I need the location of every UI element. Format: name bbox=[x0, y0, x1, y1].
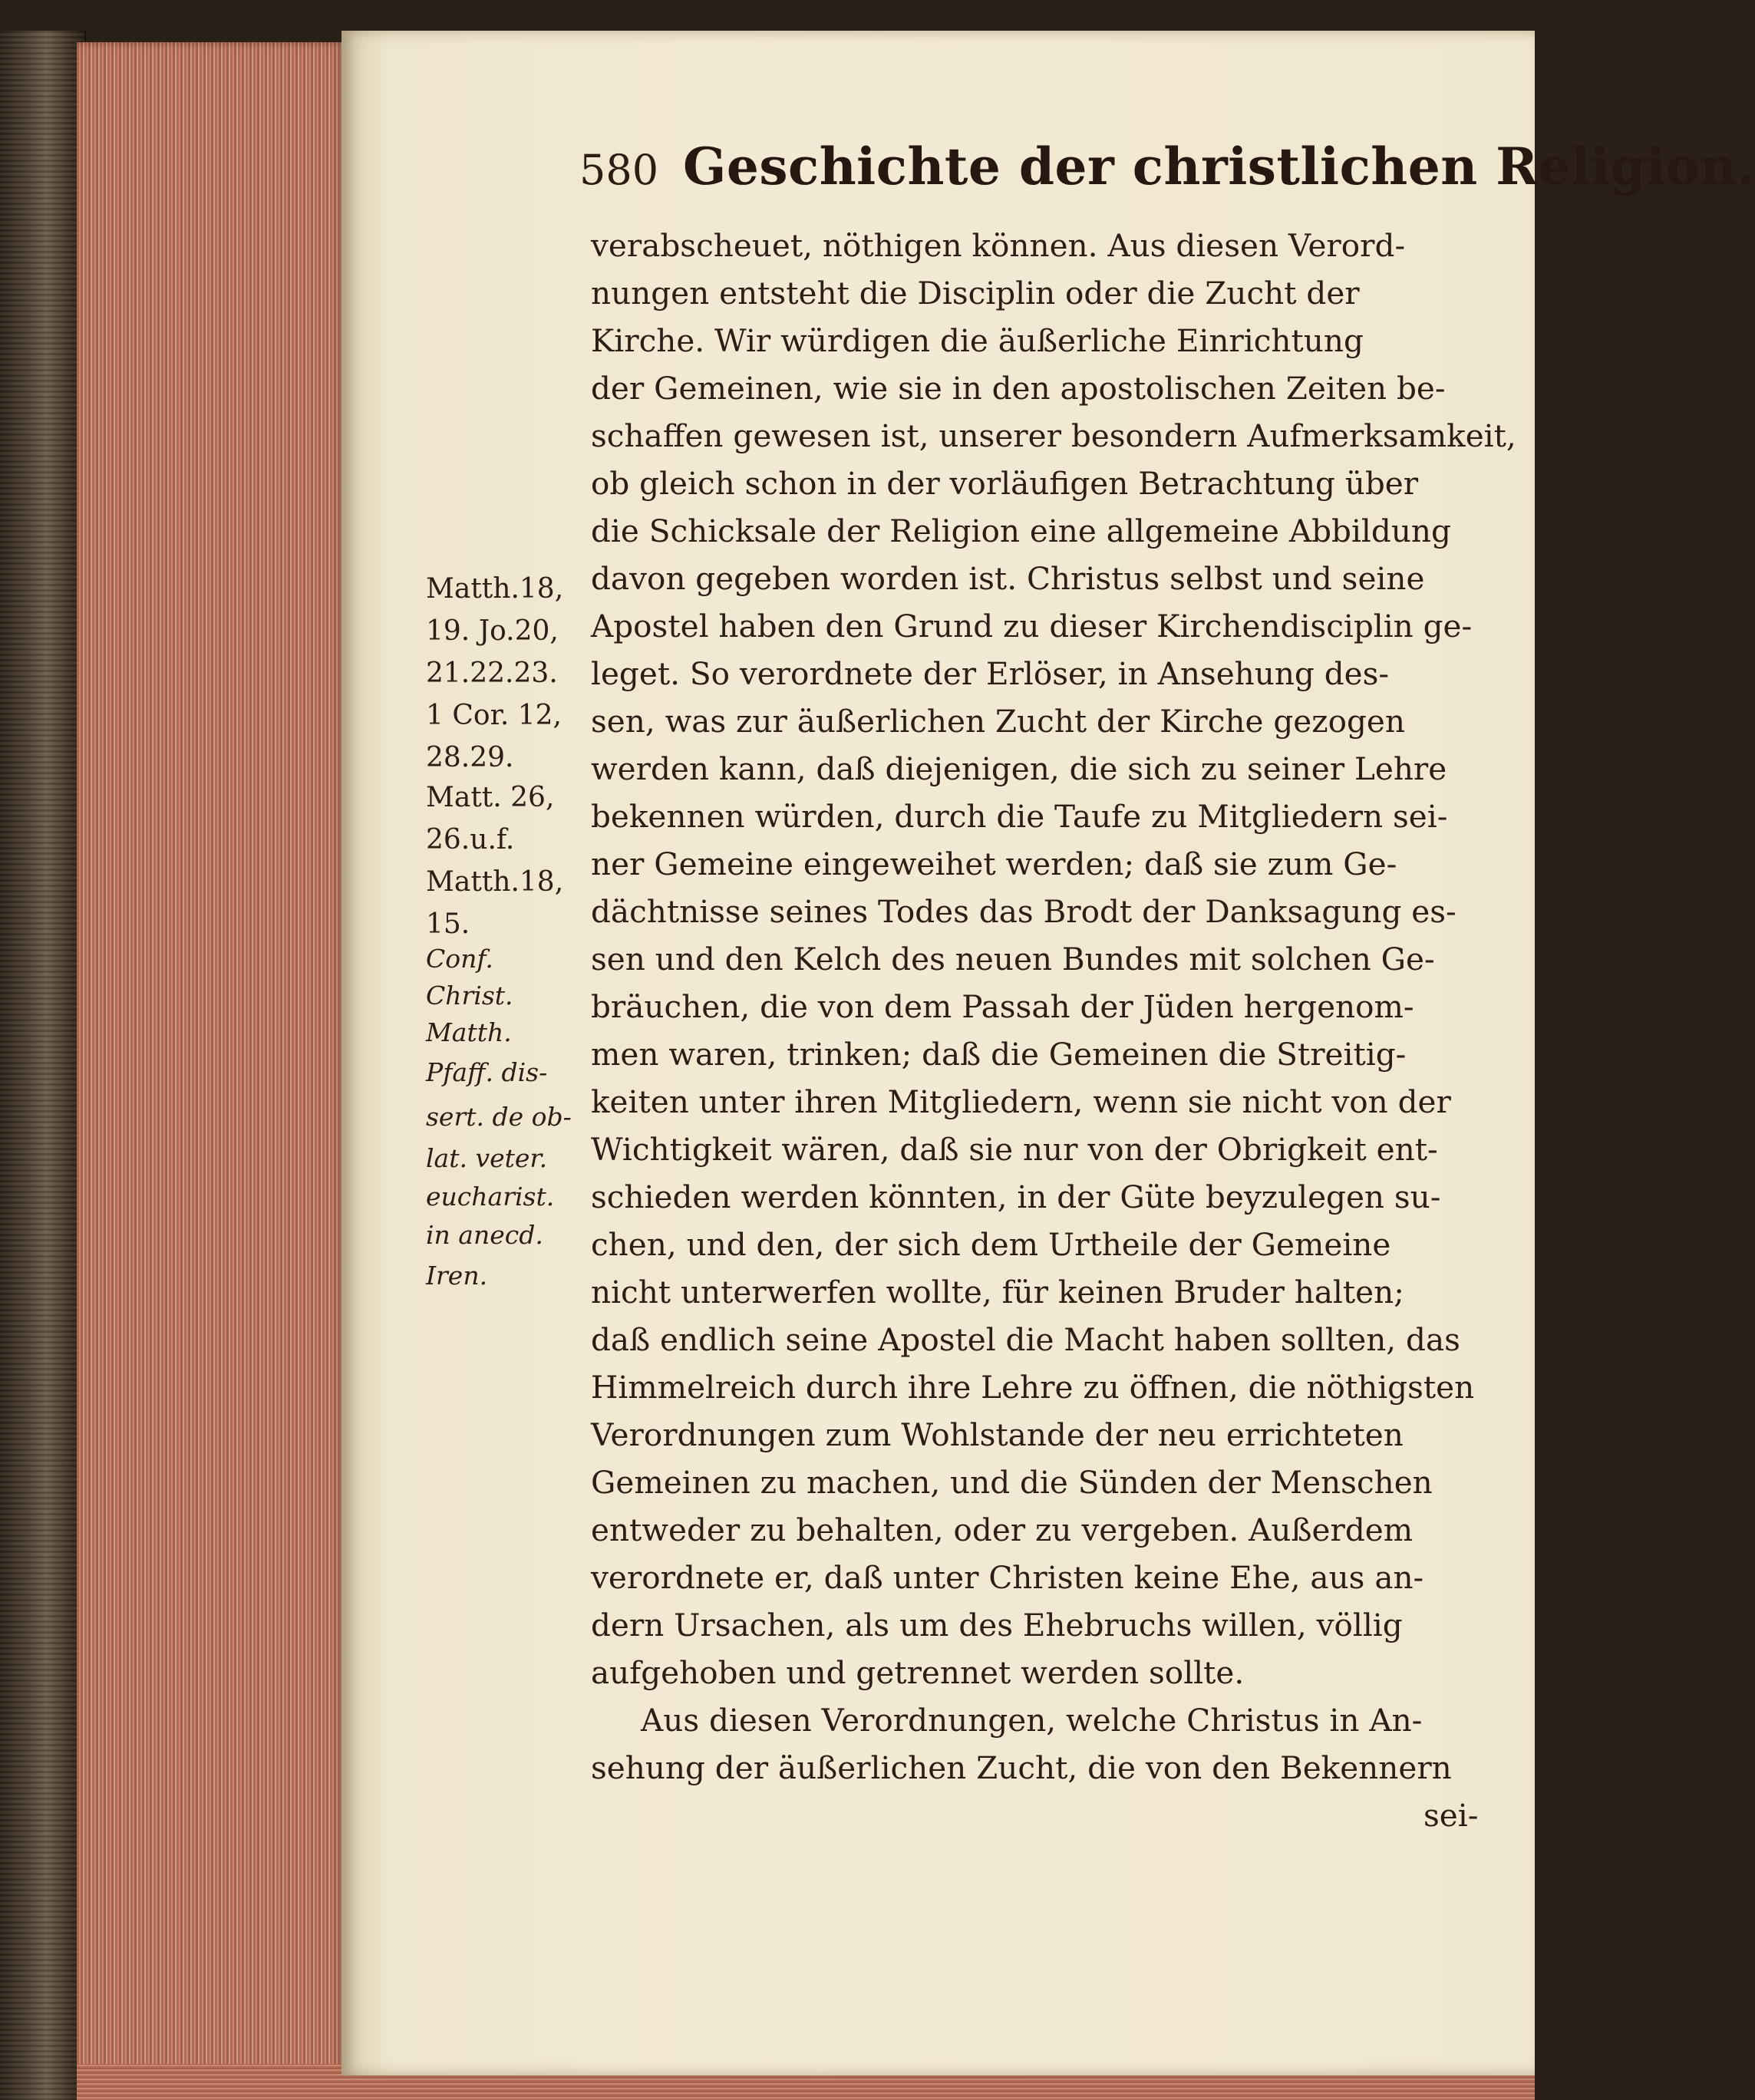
text-line: werden kann, daß diejenigen, die sich zu seiner Lehre bbox=[591, 750, 1447, 787]
margin-note: in anecd. bbox=[426, 1220, 543, 1250]
text-line: schaffen gewesen ist, unserer besondern Aufmerksamkeit, bbox=[591, 417, 1516, 454]
text-line: die Schicksale der Religion eine allgemeine Abbildung bbox=[591, 513, 1451, 549]
text-line: chen, und den, der sich dem Urtheile der Gemeine bbox=[591, 1226, 1391, 1263]
text-line: leget. So verordnete der Erlöser, in Ansehung des- bbox=[591, 655, 1390, 692]
text-line: aufgehoben und getrennet werden sollte. bbox=[591, 1654, 1245, 1691]
book-spine bbox=[0, 31, 86, 2100]
page-number: 580 bbox=[579, 146, 659, 194]
text-line: ob gleich schon in der vorläufigen Betrachtung über bbox=[591, 465, 1419, 502]
margin-note: Matth.18, bbox=[426, 573, 564, 605]
margin-note: Matt. 26, bbox=[426, 782, 555, 813]
text-line: verordnete er, daß unter Christen keine Ehe, aus an- bbox=[591, 1559, 1424, 1596]
margin-note: Conf. bbox=[426, 944, 493, 974]
margin-note: lat. veter. bbox=[426, 1143, 548, 1173]
margin-note: 28.29. bbox=[426, 742, 514, 773]
text-line: dächtnisse seines Todes das Brodt der Danksagung es- bbox=[591, 893, 1456, 930]
text-line: daß endlich seine Apostel die Macht haben sollten, das bbox=[591, 1321, 1460, 1358]
text-line: verabscheuet, nöthigen können. Aus diesen Verord- bbox=[591, 227, 1406, 264]
margin-note: eucharist. bbox=[426, 1182, 555, 1212]
text-line: Kirche. Wir würdigen die äußerliche Einrichtung bbox=[591, 322, 1364, 359]
text-line: Verordnungen zum Wohlstande der neu errichteten bbox=[591, 1416, 1404, 1453]
text-line: sehung der äußerlichen Zucht, die von den Bekennern bbox=[591, 1749, 1452, 1786]
text-line: ner Gemeine eingeweihet werden; daß sie zum Ge- bbox=[591, 846, 1397, 882]
margin-note: 1 Cor. 12, bbox=[426, 700, 562, 731]
text-line: nicht unterwerfen wollte, für keinen Bruder halten; bbox=[591, 1274, 1404, 1310]
running-head: Geschichte der christlichen Religion. bbox=[683, 137, 1755, 196]
text-line: keiten unter ihren Mitgliedern, wenn sie nicht von der bbox=[591, 1083, 1451, 1120]
text-line: davon gegeben worden ist. Christus selbst und seine bbox=[591, 560, 1425, 597]
text-line: sen, was zur äußerlichen Zucht der Kirche gezogen bbox=[591, 703, 1405, 740]
margin-note: Matth.18, bbox=[426, 866, 564, 898]
margin-note: 26.u.f. bbox=[426, 824, 515, 855]
text-line: Apostel haben den Grund zu dieser Kirchendisciplin ge- bbox=[591, 608, 1473, 645]
catchword: sei- bbox=[1423, 1797, 1479, 1834]
text-line: Gemeinen zu machen, und die Sünden der Menschen bbox=[591, 1464, 1433, 1501]
text-line: dern Ursachen, als um des Ehebruchs willen, völlig bbox=[591, 1607, 1403, 1643]
text-line: Aus diesen Verordnungen, welche Christus in An- bbox=[641, 1702, 1423, 1739]
margin-note: 19. Jo.20, bbox=[426, 615, 559, 647]
text-line: Himmelreich durch ihre Lehre zu öffnen, die nöthigsten bbox=[591, 1369, 1475, 1406]
page-header bbox=[579, 137, 1755, 206]
margin-note: Iren. bbox=[426, 1261, 488, 1291]
text-line: schieden werden könnten, in der Güte beyzulegen su- bbox=[591, 1179, 1441, 1215]
page-edges bbox=[77, 42, 345, 2100]
margin-note: sert. de ob- bbox=[426, 1102, 572, 1132]
margin-note: 21.22.23. bbox=[426, 658, 558, 689]
margin-note: Christ. bbox=[426, 981, 513, 1010]
text-line: der Gemeinen, wie sie in den apostolischen Zeiten be- bbox=[591, 370, 1446, 407]
text-line: nungen entsteht die Disciplin oder die Zucht der bbox=[591, 275, 1360, 312]
text-line: sen und den Kelch des neuen Bundes mit solchen Ge- bbox=[591, 941, 1435, 977]
margin-note: Matth. bbox=[426, 1017, 512, 1047]
margin-note: Pfaff. dis- bbox=[426, 1057, 548, 1087]
text-line: bräuchen, die von dem Passah der Jüden hergenom- bbox=[591, 988, 1414, 1025]
margin-note: 15. bbox=[426, 908, 470, 940]
text-line: men waren, trinken; daß die Gemeinen die Streitig- bbox=[591, 1036, 1407, 1073]
text-line: Wichtigkeit wären, daß sie nur von der Obrigkeit ent- bbox=[591, 1131, 1438, 1168]
text-line: entweder zu behalten, oder zu vergeben. Außerdem bbox=[591, 1512, 1414, 1548]
text-line: bekennen würden, durch die Taufe zu Mitgliedern sei- bbox=[591, 798, 1448, 835]
